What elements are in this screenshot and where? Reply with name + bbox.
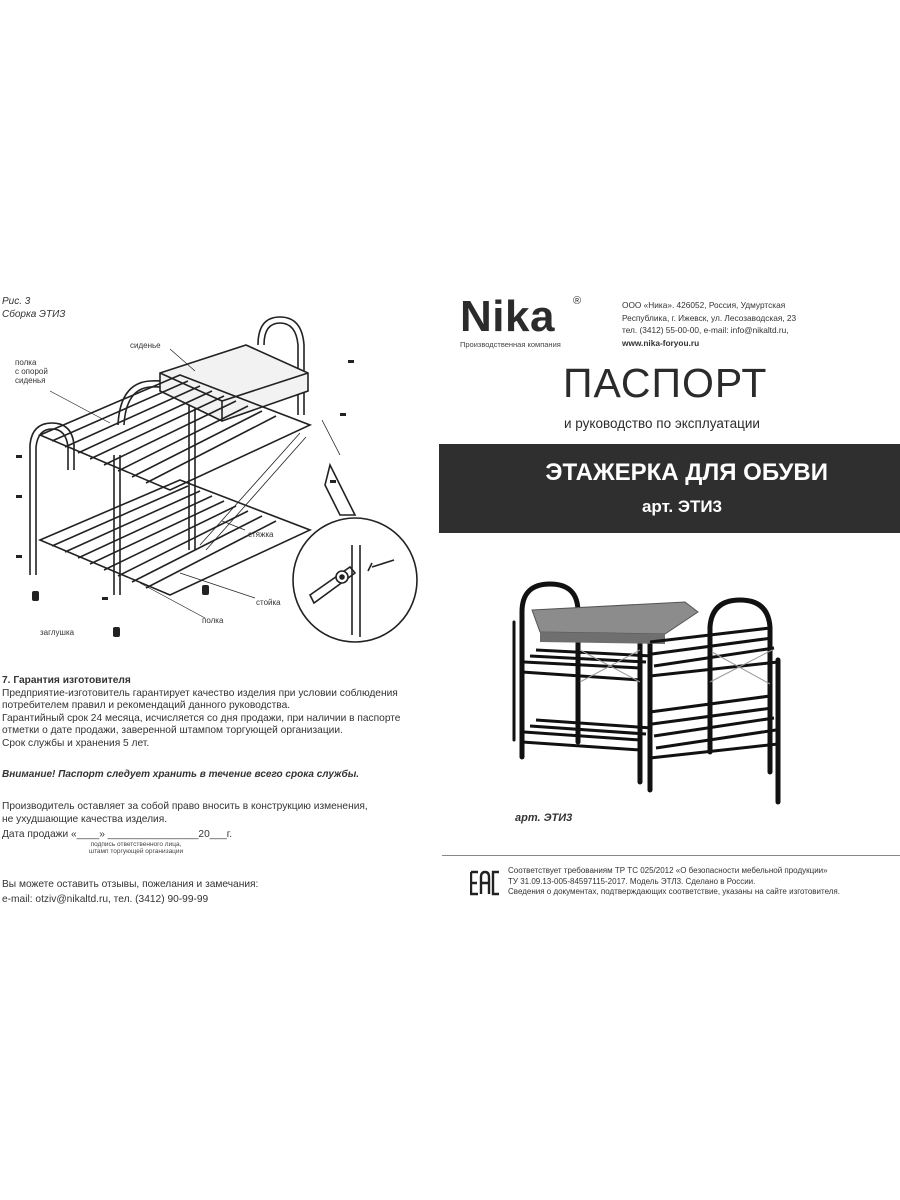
- logo-subtitle: Производственная компания: [460, 340, 561, 349]
- product-name: ЭТАЖЕРКА ДЛЯ ОБУВИ: [545, 459, 828, 486]
- label-shelf: полка: [202, 616, 224, 625]
- product-article: арт. ЭТИ3: [641, 497, 722, 516]
- sale-date-note-line: подпись ответственного лица,: [90, 841, 182, 848]
- passport-subtitle: и руководство по эксплуатации: [564, 416, 760, 431]
- company-line: Республика, г. Ижевск, ул. Лесозаводская, 23: [622, 312, 797, 323]
- nika-logo: [460, 292, 582, 349]
- assembly-diagram: [10, 305, 435, 650]
- sale-date-note-line: штамп торгующей организации: [88, 848, 184, 855]
- rights-note: [2, 801, 432, 826]
- divider: [442, 855, 900, 856]
- label-shelf-support: полка с опорой сиденья: [15, 358, 48, 385]
- sale-date-field: Дата продажи «____» ________________20___г.: [2, 829, 233, 840]
- compliance-line: Соответствует требованиям ТР ТС 025/2012 «О безопасности мебельной продукции»: [508, 866, 828, 875]
- logo-brand: Nika: [460, 292, 555, 341]
- warranty-line: отметки о дате продажи, заверенной штампом торгующей организации.: [2, 725, 343, 737]
- company-line: ООО «Ника». 426052, Россия, Удмуртская: [622, 300, 786, 310]
- attention-note: Внимание! Паспорт следует хранить в течение всего срока службы.: [2, 769, 360, 780]
- compliance-line: Сведения о документах, подтверждающих соответствие, указаны на сайте изготовителя.: [508, 887, 840, 897]
- company-line: тел. (3412) 55-00-00, e-mail: info@nikaltd.ru,: [622, 325, 789, 336]
- feedback-section: [2, 877, 258, 907]
- eac-icon: [470, 868, 500, 898]
- registered-mark: ®: [573, 295, 582, 307]
- shoe-rack-illustration: [500, 572, 830, 827]
- assembly-drawing: [10, 305, 435, 650]
- feedback-intro: Вы можете оставить отзывы, пожелания и замечания:: [2, 879, 259, 890]
- compliance-line: ТУ 31.09.13-005-84597115-2017. Модель ЭТЛ3. Сделано в России.: [508, 876, 756, 886]
- product-banner: [439, 444, 900, 533]
- rights-line: не ухудшающие качества изделия.: [2, 813, 168, 825]
- figure-title: Сборка ЭТИЗ: [2, 309, 66, 320]
- warranty-line: потребителем правил и рекомендаций данного руководства.: [2, 700, 291, 712]
- company-website-link[interactable]: www.nika-foryou.ru: [622, 337, 700, 348]
- warranty-line: Гарантийный срок 24 месяца, исчисляется со дня продажи, при наличии в паспорте: [2, 712, 401, 724]
- warranty-line: Предприятие-изготовитель гарантирует качество изделия при условии соблюдения: [2, 687, 398, 699]
- compliance-info: [508, 866, 893, 898]
- photo-caption: арт. ЭТИ3: [515, 812, 573, 824]
- label-post: стойка: [256, 598, 281, 607]
- warranty-heading: 7. Гарантия изготовителя: [2, 675, 131, 686]
- warranty-section: [2, 675, 432, 751]
- passport-title: ПАСПОРТ: [563, 360, 768, 406]
- feedback-contacts: e-mail: otziv@nikaltd.ru, тел. (3412) 90-99-99: [2, 894, 209, 905]
- label-seat: сиденье: [130, 341, 161, 350]
- rights-line: Производитель оставляет за собой право вносить в конструкцию изменения,: [2, 801, 368, 812]
- sale-date-note: [76, 841, 196, 855]
- figure-number: Рис. 3: [2, 296, 31, 307]
- product-photo: [500, 572, 830, 827]
- company-info: [622, 299, 822, 349]
- label-plug: заглушка: [40, 628, 75, 637]
- label-tie: стяжка: [248, 530, 274, 539]
- warranty-line: Срок службы и хранения 5 лет.: [2, 737, 150, 749]
